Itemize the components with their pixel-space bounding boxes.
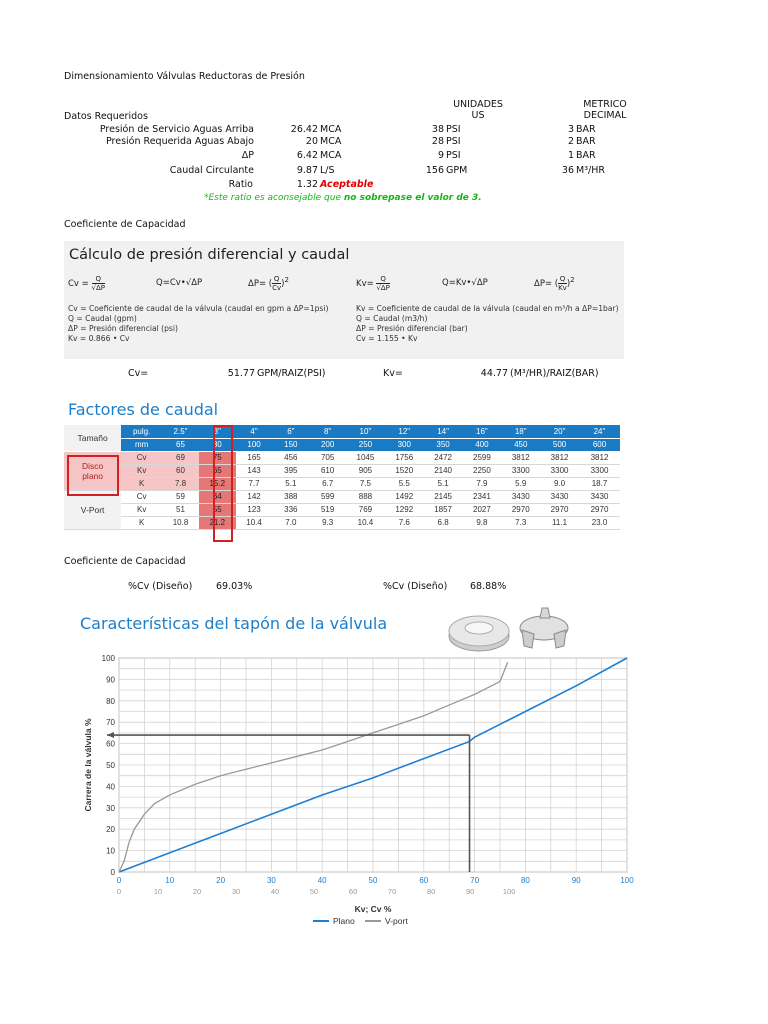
cv-frac-num: Q	[92, 275, 105, 284]
y-tick-label: 40	[106, 782, 115, 792]
ratio-status: Aceptable	[320, 179, 374, 190]
dp-kv-num: Q	[559, 275, 566, 283]
factor-cell: 9.8	[463, 516, 502, 529]
factor-cell: 9.0	[540, 477, 579, 490]
factor-cell: 3300	[501, 464, 540, 477]
left-definitions	[68, 304, 328, 344]
mm-header: mm	[121, 438, 162, 451]
group-label-line: Disco	[81, 460, 104, 471]
factor-cell: 1292	[385, 503, 424, 516]
factors-title: Factores de caudal	[68, 400, 219, 419]
factor-cell: 2970	[540, 503, 579, 516]
factor-cell: 2970	[501, 503, 540, 516]
y-axis-label: Carrera de la válvula %	[83, 718, 93, 812]
row-unit: MCA	[320, 150, 342, 161]
x-tick-label-secondary: 70	[387, 887, 397, 896]
y-tick-label: 70	[106, 718, 115, 728]
factor-cell: 2472	[424, 451, 463, 464]
size-mm-header: 500	[540, 438, 579, 451]
group-label-line: plano	[82, 470, 104, 481]
factors-body	[64, 425, 620, 529]
x-tick-label: 0	[116, 876, 122, 885]
kv-result-unit: (M³/HR)/RAIZ(BAR)	[510, 368, 599, 379]
dp-kv-formula: ΔP= ( $\frac{Q}{Kv}$ )$^2$	[534, 275, 575, 292]
row-label: Presión Requerida Aguas Abajo	[105, 136, 254, 147]
factor-cell: 21.2	[199, 516, 236, 529]
dp-cv-den: Cv	[272, 284, 282, 292]
formula-panel	[64, 241, 624, 359]
dp-kv-label: ΔP=	[534, 279, 553, 289]
row-metric-unit: BAR	[576, 136, 596, 147]
y-tick-label: 20	[106, 825, 115, 835]
factor-cell: 143	[236, 464, 273, 477]
x-axis-label: Kv; Cv %	[354, 904, 392, 914]
factor-cell: 123	[236, 503, 273, 516]
y-tick-label: 80	[106, 696, 115, 706]
factor-cell: 6.8	[424, 516, 463, 529]
y-tick-label: 60	[106, 739, 115, 749]
factor-cell: 165	[236, 451, 273, 464]
size-inch-header: 10"	[346, 425, 385, 438]
datos-requeridos-label: Datos Requeridos	[64, 111, 148, 122]
legend-label-vport: V-port	[385, 916, 408, 926]
size-inch-header: 12"	[385, 425, 424, 438]
coef-heading-2: Coeficiente de Capacidad	[64, 556, 186, 567]
factor-cell: 2250	[463, 464, 502, 477]
x-tick-label: 20	[216, 876, 226, 885]
x-tick-label: 60	[419, 876, 429, 885]
factor-cell: 7.8	[162, 477, 199, 490]
factor-cell: 1492	[385, 490, 424, 503]
factor-cell: 6.7	[309, 477, 346, 490]
row-label: Caudal Circulante	[169, 165, 254, 176]
right-def-line: Q = Caudal (m3/h)	[356, 314, 428, 323]
marker-arrow-icon	[107, 732, 114, 738]
selected-type-highlight	[67, 455, 119, 496]
factors-table	[64, 425, 620, 542]
factors-grid	[64, 425, 620, 530]
row-value: 26.42	[290, 124, 318, 135]
right-def-line: Cv = 1.155 • Kv	[356, 334, 418, 343]
design-label-1: %Cv (Diseño)	[128, 581, 193, 592]
right-def-line: Kv = Coeficiente de caudal de la válvula (caudal en m³/h a ΔP=1bar)	[356, 304, 619, 313]
ratio-note-bold: no sobrepase el valor de 3.	[343, 193, 482, 203]
size-inch-header: 2.5"	[162, 425, 199, 438]
factor-cell: 142	[236, 490, 273, 503]
x-tick-label: 70	[470, 876, 480, 885]
factor-cell: 69	[162, 451, 199, 464]
cv-formula-label: Cv =	[68, 279, 89, 289]
y-tick-label: 10	[106, 846, 115, 856]
kv-formula-label: Kv=	[356, 279, 374, 289]
group-label-line: V-Port	[80, 504, 105, 515]
factor-cell: 2145	[424, 490, 463, 503]
row-metric-value: 36	[561, 165, 574, 176]
factor-cell: 905	[346, 464, 385, 477]
factor-cell: 5.1	[272, 477, 309, 490]
factor-cell: 5.1	[424, 477, 463, 490]
dp-cv-num: Q	[273, 275, 280, 283]
size-mm-header: 600	[579, 438, 620, 451]
kv-frac-den: √ΔP	[376, 284, 390, 292]
dp-cv-fraction	[272, 275, 281, 292]
x-tick-label-secondary: 10	[153, 887, 163, 896]
cv-result-value: 51.77	[227, 368, 255, 379]
document-title: Dimensionamiento Válvulas Reductoras de Presión	[64, 71, 305, 82]
x-tick-label: 90	[571, 876, 581, 885]
factor-cell: 599	[309, 490, 346, 503]
q-kv-formula: Q=Kv•√ΔP	[442, 278, 488, 288]
factor-cell: 2970	[579, 503, 620, 516]
size-mm-header: 350	[424, 438, 463, 451]
tamano-header: Tamaño	[64, 425, 121, 451]
factor-cell: 65	[199, 464, 236, 477]
x-tick-label-secondary: 40	[270, 887, 280, 896]
row-type-label: Cv	[121, 490, 162, 503]
y-tick-label: 30	[106, 803, 115, 813]
x-tick-label: 30	[266, 876, 276, 885]
x-tick-label-secondary: 90	[465, 887, 475, 896]
x-tick-label: 50	[368, 876, 378, 885]
factor-cell: 18.7	[579, 477, 620, 490]
factor-cell: 3300	[579, 464, 620, 477]
row-metric-unit: BAR	[576, 124, 596, 135]
row-value: 9.87	[296, 165, 318, 176]
factor-cell: 2140	[424, 464, 463, 477]
ratio-note-text: *Este ratio es aconsejable que	[204, 193, 341, 203]
size-inch-header: 20"	[540, 425, 579, 438]
size-mm-header: 300	[385, 438, 424, 451]
factor-cell: 1520	[385, 464, 424, 477]
row-us-value: 9	[437, 150, 444, 161]
factor-cell: 1857	[424, 503, 463, 516]
row-us-unit: PSI	[446, 150, 461, 161]
row-value: 20	[305, 136, 318, 147]
row-us-unit: GPM	[446, 165, 468, 176]
factor-cell: 10.8	[162, 516, 199, 529]
factor-cell: 610	[309, 464, 346, 477]
size-mm-header: 150	[272, 438, 309, 451]
size-inch-header: 14"	[424, 425, 463, 438]
x-tick-label-secondary: 80	[426, 887, 436, 896]
x-tick-label: 80	[520, 876, 530, 885]
dp-kv-den: Kv	[558, 284, 567, 292]
row-us-value: 38	[431, 124, 444, 135]
row-unit: MCA	[320, 136, 342, 147]
factor-cell: 888	[346, 490, 385, 503]
size-inch-header: 6"	[272, 425, 309, 438]
x-tick-label-secondary: 30	[231, 887, 241, 896]
factor-cell: 395	[272, 464, 309, 477]
row-value: 6.42	[296, 150, 318, 161]
factor-cell: 2599	[463, 451, 502, 464]
x-tick-label: 100	[620, 876, 634, 885]
size-mm-header: 200	[309, 438, 346, 451]
row-metric-value: 1	[567, 150, 574, 161]
row-type-label: Kv	[121, 503, 162, 516]
size-mm-header: 65	[162, 438, 199, 451]
factor-cell: 1045	[346, 451, 385, 464]
factor-cell: 3430	[579, 490, 620, 503]
factor-cell: 3812	[540, 451, 579, 464]
y-tick-label: 0	[110, 868, 115, 877]
right-def-line: ΔP = Presión diferencial (bar)	[356, 324, 468, 333]
x-tick-label-secondary: 60	[348, 887, 358, 896]
q-cv-formula: Q=Cv•√ΔP	[156, 278, 203, 288]
factor-cell: 10.4	[236, 516, 273, 529]
row-type-label: K	[121, 477, 162, 490]
factor-cell: 3430	[501, 490, 540, 503]
size-mm-header: 250	[346, 438, 385, 451]
right-definitions	[356, 304, 619, 344]
size-mm-header: 450	[501, 438, 540, 451]
row-metric-unit: M³/HR	[576, 165, 605, 176]
x-tick-label-secondary: 20	[192, 887, 202, 896]
chart-title: Características del tapón de la válvula	[80, 614, 388, 633]
size-inch-header: 18"	[501, 425, 540, 438]
size-mm-header: 80	[199, 438, 236, 451]
row-unit: MCA	[320, 124, 342, 135]
design-value-1: 69.03%	[216, 581, 253, 592]
factor-cell: 9.3	[309, 516, 346, 529]
factor-cell: 64	[199, 490, 236, 503]
factor-cell: 23.0	[579, 516, 620, 529]
dp-cv-formula: ΔP= ( $\frac{Q}{Cv}$ )$^2$	[248, 275, 289, 292]
size-inch-header: 3"	[199, 425, 236, 438]
factor-cell: 55	[199, 503, 236, 516]
design-label-2: %Cv (Diseño)	[383, 581, 448, 592]
factor-cell: 75	[199, 451, 236, 464]
row-unit: L/S	[320, 165, 335, 176]
x-tick-label-secondary: 0	[116, 887, 122, 896]
factor-cell: 769	[346, 503, 385, 516]
x-tick-label: 40	[317, 876, 327, 885]
factor-cell: 7.0	[272, 516, 309, 529]
kv-frac-num: Q	[376, 275, 389, 284]
row-metric-value: 3	[567, 124, 574, 135]
cv-formula	[68, 275, 105, 292]
cv-result-unit: GPM/RAIZ(PSI)	[257, 368, 326, 379]
row-type-label: Cv	[121, 451, 162, 464]
design-value-2: 68.88%	[470, 581, 507, 592]
dp-kv-fraction	[558, 275, 567, 292]
factor-cell: 1756	[385, 451, 424, 464]
factor-cell: 3300	[540, 464, 579, 477]
factor-cell: 2341	[463, 490, 502, 503]
row-metric-value: 2	[567, 136, 574, 147]
left-def-line: Kv = 0.866 • Cv	[68, 334, 130, 343]
cv-fraction	[92, 275, 105, 292]
row-us-unit: PSI	[446, 136, 461, 147]
factor-cell: 388	[272, 490, 309, 503]
coef-heading-1: Coeficiente de Capacidad	[64, 219, 186, 230]
x-tick-label: 10	[165, 876, 175, 885]
factor-cell: 5.9	[501, 477, 540, 490]
row-label: ΔP	[241, 150, 254, 161]
factor-cell: 519	[309, 503, 346, 516]
pulg-header: pulg.	[121, 425, 162, 438]
size-mm-header: 100	[236, 438, 273, 451]
size-inch-header: 8"	[309, 425, 346, 438]
factor-cell: 59	[162, 490, 199, 503]
row-metric-unit: BAR	[576, 150, 596, 161]
row-label: Presión de Servicio Aguas Arriba	[99, 124, 254, 135]
selected-size-highlight	[213, 425, 233, 542]
kv-formula	[356, 275, 390, 292]
row-type-label: K	[121, 516, 162, 529]
left-def-line: Cv = Coeficiente de caudal de la válvula (caudal en gpm a ΔP=1psi)	[68, 304, 329, 313]
y-tick-label: 50	[106, 761, 115, 770]
size-mm-header: 400	[463, 438, 502, 451]
dp-cv-label: ΔP=	[248, 279, 267, 289]
legend-label-plano: Plano	[333, 916, 355, 926]
ratio-note	[204, 193, 482, 203]
col-us-line2: US	[471, 110, 485, 121]
factor-cell: 11.1	[540, 516, 579, 529]
col-us-line1: UNIDADES	[453, 99, 503, 110]
x-tick-label-secondary: 50	[309, 887, 319, 896]
factor-cell: 60	[162, 464, 199, 477]
row-type-label: Kv	[121, 464, 162, 477]
x-tick-label-secondary: 100	[502, 887, 516, 896]
size-inch-header: 24"	[579, 425, 620, 438]
factor-cell: 456	[272, 451, 309, 464]
cv-result-label: Cv=	[128, 368, 149, 379]
factor-cell: 7.6	[385, 516, 424, 529]
left-def-line: ΔP = Presión diferencial (psi)	[68, 324, 178, 333]
size-inch-header: 4"	[236, 425, 273, 438]
factor-cell: 705	[309, 451, 346, 464]
formula-title: Cálculo de presión diferencial y caudal	[69, 247, 350, 263]
factor-cell: 10.4	[346, 516, 385, 529]
factor-cell: 336	[272, 503, 309, 516]
factor-cell: 3812	[501, 451, 540, 464]
left-def-line: Q = Caudal (gpm)	[68, 314, 137, 323]
ratio-label: Ratio	[228, 179, 253, 190]
ratio-value: 1.32	[296, 179, 318, 190]
factor-cell: 7.5	[346, 477, 385, 490]
row-us-value: 28	[431, 136, 444, 147]
factor-cell: 7.7	[236, 477, 273, 490]
col-metric-line2: DECIMAL	[583, 110, 627, 121]
col-metric-line1: METRICO	[583, 99, 627, 110]
kv-fraction	[376, 275, 389, 292]
factor-cell: 3812	[579, 451, 620, 464]
size-inch-header: 16"	[463, 425, 502, 438]
factor-cell: 2027	[463, 503, 502, 516]
factor-cell: 7.3	[501, 516, 540, 529]
factor-cell: 51	[162, 503, 199, 516]
kv-result-label: Kv=	[383, 368, 403, 379]
factor-cell: 3430	[540, 490, 579, 503]
y-tick-label: 90	[106, 675, 115, 685]
factor-cell: 15.2	[199, 477, 236, 490]
row-us-unit: PSI	[446, 124, 461, 135]
factor-cell: 7.9	[463, 477, 502, 490]
cv-frac-den: √ΔP	[91, 284, 105, 292]
factor-cell: 5.5	[385, 477, 424, 490]
kv-result-value: 44.77	[480, 368, 508, 379]
y-tick-label: 100	[101, 654, 115, 663]
valve-characteristic-chart	[64, 640, 632, 932]
row-us-value: 156	[425, 165, 444, 176]
